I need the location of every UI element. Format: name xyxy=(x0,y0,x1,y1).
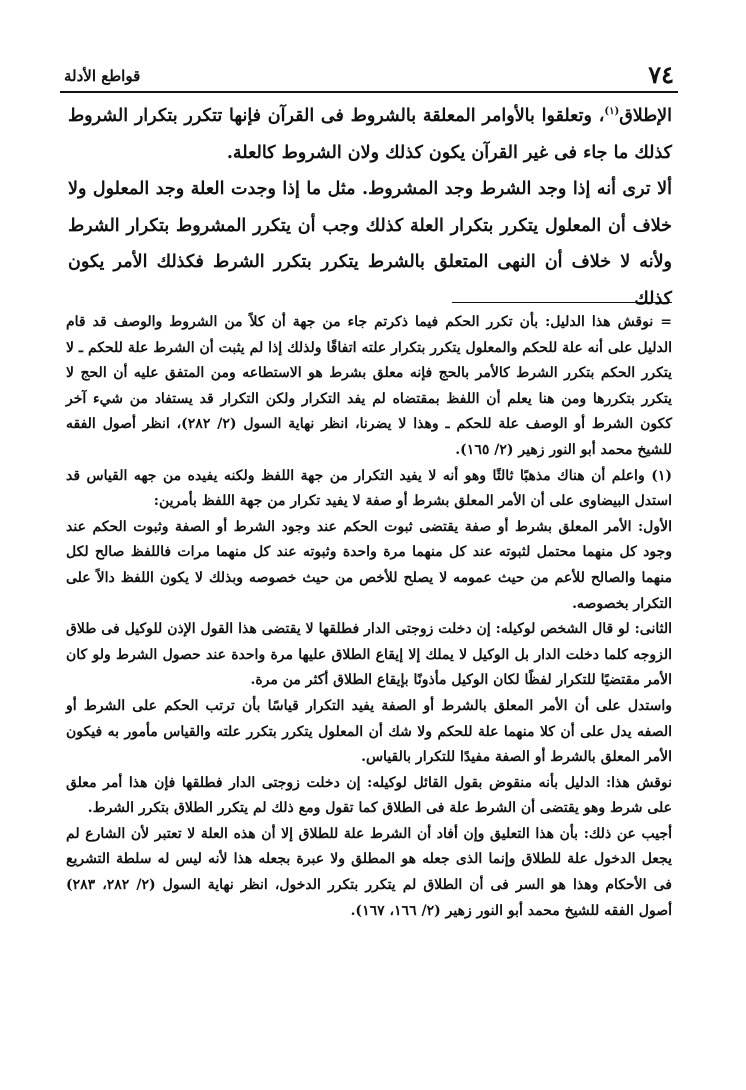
paragraph-start: الإطلاق xyxy=(619,106,672,126)
page-number: ٧٤ xyxy=(648,60,674,89)
paragraph-rest: ، وتعلقوا بالأوامر المعلقة بالشروط فى القرآن فإنها تتكرر بتكرار الشروط كذلك ما جاء فى غير القرآن يكون كذلك ولان الشروط كالعلة. xyxy=(68,106,672,163)
header-divider xyxy=(60,91,678,93)
footnote-paragraph: الأول: الأمر المعلق بشرط أو صفة يقتضى ثبوت الحكم عند وجود الشرط أو الصفة وثبوت الحكم عند وجود كل منهما محتمل لثبوته عند كل منهما مرة واحدة وثبوته عند كل منهما مرات فاللفظ صالح لكل منهما والصالح للأعم من حيث عمومه لا يصلح للأخص من حيث خصوصه وبذلك لا يكون اللفظ دالاً على التكرار بخصوصه. xyxy=(66,518,672,612)
main-text xyxy=(68,98,672,317)
footnote-paragraph: = نوقش هذا الدليل: بأن تكرر الحكم فيما ذكرتم جاء من جهة أن كلاً من الشروط والوصف قد قام الدليل على أنه علة للحكم والمعلول يتكرر بتكرار علته اتفاقًا ولذلك إذا لم يثبت أن الشرط علة للحكم ـ لا يتكرر الحكم بتكرر الشرط كالأمر بالحج فإنه معلق بشرط هو الاستطاعه ومن المتفق عليه أن الحج لا يتكرر بتكررها ومن هنا يعلم أن اللفظ بمقتضاه لم يفد التكرار ولكن التكرار قد يستفاد من شيء آخر ككون الشرط أو الوصف علة للحكم ـ وهذا لا يضرنا، انظر نهاية السول (٢/ ٢٨٢)، انظر أصول الفقه للشيخ محمد أبو النور زهير (٢/ ١٦٥). xyxy=(66,314,672,458)
page-header xyxy=(60,60,678,90)
footnote-paragraph: واستدل على أن الأمر المعلق بالشرط أو الصفة يفيد التكرار قياسًا بأن ترتب الحكم على الشرط أو الصفه يدل على أن كلا منهما علة للحكم ولا شك أن المعلول يتكرر بتكرر علته والقياس مأمور به فيكون الأمر المعلق بالشرط أو الصفة مفيدًا للتكرار بالقياس. xyxy=(66,697,672,766)
footnote-paragraph: الثانى: لو قال الشخص لوكيله: إن دخلت زوجتى الدار فطلقها لا يقتضى هذا القول الإذن للوكيل فى طلاق الزوجه كلما دخلت الدار بل الوكيل لا يملك إلا إيقاع الطلاق عليها مرة واحدة عند حصول الشرط ولو كان الأمر مقتضيًا للتكرار لفظًا لكان الوكيل مأذونًا بإيقاع الطلاق أكثر من مرة. xyxy=(66,621,672,689)
footnote-marker: (١) xyxy=(604,106,620,118)
footnote-paragraph: نوقش هذا: الدليل بأنه منقوض بقول القائل لوكيله: إن دخلت زوجتى الدار فطلقها فإن هذا أمر معلق على شرط وهو يقتضى أن الشرط علة فى الطلاق كما تقول ومع ذلك لم يتكرر الطلاق بتكرر الشرط. xyxy=(66,774,672,817)
footnote-paragraph: أجيب عن ذلك: بأن هذا التعليق وإن أفاد أن الشرط علة للطلاق إلا أن هذه العلة لا تعتبر لأن الشارع لم يجعل الدخول علة للطلاق وإنما الذى جعله هو المطلق ولا عبرة بجعله هذا لأنه ليس له سلطة التشريع فى الأحكام وهذا هو السر فى أن الطلاق لم يتكرر بتكرر الدخول، انظر نهاية السول (٢/ ٢٨٢، ٢٨٣) أصول الفقه للشيخ محمد أبو النور زهير (٢/ ١٦٦، ١٦٧). xyxy=(66,825,672,919)
body-paragraph: ألا ترى أنه إذا وجد الشرط وجد المشروط. مثل ما إذا وجدت العلة وجد المعلول ولا خلاف أن المعلول يتكرر بتكرار العلة كذلك وجب أن يتكرر المشروط بتكرار الشرط ولأنه لا خلاف أن النهى المتعلق بالشرط يتكرر بتكرر الشرط فكذلك الأمر يكون كذلك xyxy=(68,179,672,309)
running-title: قواطع الأدلة xyxy=(64,67,141,85)
footnote-divider xyxy=(452,302,672,303)
footnotes xyxy=(66,310,672,924)
body-paragraph xyxy=(68,98,672,171)
footnote-paragraph: (١) واعلم أن هناك مذهبًا ثالثًا وهو أنه لا يفيد التكرار من جهة اللفظ ولكنه يفيده من جهه القياس قد استدل البيضاوى على أن الأمر المعلق بشرط أو صفة لا يفيد تكرار من جهة اللفظ بأمرين: xyxy=(66,467,672,510)
